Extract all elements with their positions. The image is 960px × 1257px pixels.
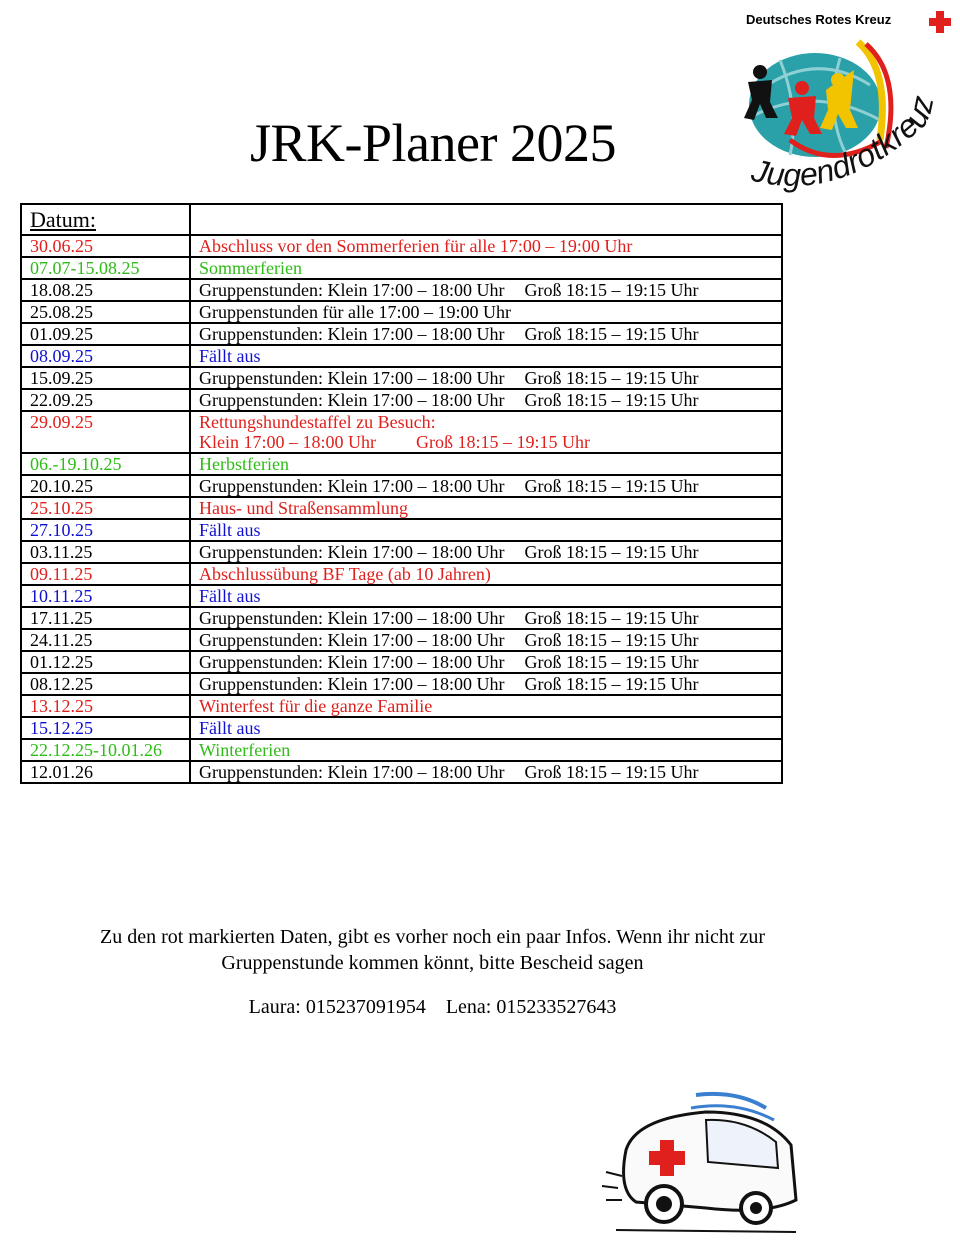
table-row: [21, 673, 782, 695]
event-text: Winterferien: [199, 740, 291, 760]
table-row: [21, 695, 782, 717]
event-text: Abschlussübung BF Tage (ab 10 Jahren): [199, 564, 491, 584]
event-cell: [190, 301, 782, 323]
event-cell: [190, 519, 782, 541]
date-cell: 01.09.25: [21, 323, 190, 345]
event-text: Sommerferien: [199, 258, 302, 278]
date-cell: 27.10.25: [21, 519, 190, 541]
event-klein: Gruppenstunden: Klein 17:00 – 18:00 Uhr: [199, 390, 505, 410]
info-line-1: Zu den rot markierten Daten, gibt es vorher noch ein paar Infos. Wenn ihr nicht zur: [99, 926, 766, 948]
event-klein: Gruppenstunden: Klein 17:00 – 18:00 Uhr: [199, 630, 505, 650]
event-cell: [190, 695, 782, 717]
date-cell: 20.10.25: [21, 475, 190, 497]
event-cell: [190, 651, 782, 673]
info-note: [20, 924, 845, 976]
event-text: Abschluss vor den Sommerferien für alle 17:00 – 19:00 Uhr: [199, 236, 633, 256]
event-cell: [190, 257, 782, 279]
event-text: Haus- und Straßensammlung: [199, 498, 408, 518]
table-row: [21, 651, 782, 673]
event-cell: [190, 717, 782, 739]
event-cell: [190, 607, 782, 629]
date-cell: 18.08.25: [21, 279, 190, 301]
event-gross: Groß 18:15 – 19:15 Uhr: [524, 652, 699, 672]
table-row: [21, 279, 782, 301]
event-gross: Groß 18:15 – 19:15 Uhr: [524, 542, 699, 562]
event-gross: Groß 18:15 – 19:15 Uhr: [524, 476, 699, 496]
header-date-label: Datum:: [30, 207, 96, 232]
event-text: Fällt aus: [199, 520, 261, 540]
event-gross: Groß 18:15 – 19:15 Uhr: [524, 368, 699, 388]
date-cell: 12.01.26: [21, 761, 190, 783]
event-cell: [190, 563, 782, 585]
event-gross: Groß 18:15 – 19:15 Uhr: [524, 608, 699, 628]
contact-line: [20, 994, 845, 1020]
date-cell: 25.08.25: [21, 301, 190, 323]
event-klein: Gruppenstunden: Klein 17:00 – 18:00 Uhr: [199, 324, 505, 344]
table-row: [21, 717, 782, 739]
logo-wordmark: Jugendrotkreuz: [748, 92, 941, 193]
event-text: Herbstferien: [199, 454, 289, 474]
date-cell: 03.11.25: [21, 541, 190, 563]
table-row: [21, 453, 782, 475]
event-gross: Groß 18:15 – 19:15 Uhr: [524, 674, 699, 694]
event-gross: Groß 18:15 – 19:15 Uhr: [524, 630, 699, 650]
event-cell: [190, 367, 782, 389]
event-klein: Gruppenstunden: Klein 17:00 – 18:00 Uhr: [199, 476, 505, 496]
date-cell: 10.11.25: [21, 585, 190, 607]
date-cell: 08.12.25: [21, 673, 190, 695]
contact-lena: Lena: 015233527643: [445, 996, 617, 1018]
event-text: Fällt aus: [199, 586, 261, 606]
table-row: [21, 541, 782, 563]
event-klein: Gruppenstunden: Klein 17:00 – 18:00 Uhr: [199, 652, 505, 672]
header-event-cell: [190, 204, 782, 235]
table-row: [21, 475, 782, 497]
table-row: [21, 761, 782, 783]
date-cell: 01.12.25: [21, 651, 190, 673]
event-klein: Gruppenstunden: Klein 17:00 – 18:00 Uhr: [199, 674, 505, 694]
event-klein: Gruppenstunden: Klein 17:00 – 18:00 Uhr: [199, 280, 505, 300]
event-cell: [190, 739, 782, 761]
date-cell: 25.10.25: [21, 497, 190, 519]
date-cell: 22.09.25: [21, 389, 190, 411]
date-cell: 08.09.25: [21, 345, 190, 367]
table-row: [21, 257, 782, 279]
event-text: Gruppenstunden für alle 17:00 – 19:00 Uhr: [199, 302, 511, 322]
event-gross: Groß 18:15 – 19:15 Uhr: [524, 280, 699, 300]
event-text: Winterfest für die ganze Familie: [199, 696, 433, 716]
event-cell: [190, 475, 782, 497]
event-gross: Groß 18:15 – 19:15 Uhr: [524, 324, 699, 344]
date-cell: 06.-19.10.25: [21, 453, 190, 475]
event-klein: Gruppenstunden: Klein 17:00 – 18:00 Uhr: [199, 542, 505, 562]
event-text: Rettungshundestaffel zu Besuch:: [199, 412, 436, 432]
contact-laura: Laura: 015237091954: [248, 996, 426, 1018]
event-cell: [190, 541, 782, 563]
brand-name: Deutsches Rotes Kreuz: [746, 12, 892, 27]
date-cell: 15.12.25: [21, 717, 190, 739]
date-cell: 15.09.25: [21, 367, 190, 389]
event-text: Fällt aus: [199, 718, 261, 738]
date-cell: 24.11.25: [21, 629, 190, 651]
page-title: JRK-Planer 2025: [250, 113, 616, 173]
event-gross: Groß 18:15 – 19:15 Uhr: [524, 762, 699, 782]
table-header-row: [21, 204, 782, 235]
event-gross: Groß 18:15 – 19:15 Uhr: [416, 432, 590, 452]
event-klein: Gruppenstunden: Klein 17:00 – 18:00 Uhr: [199, 368, 505, 388]
date-cell: 13.12.25: [21, 695, 190, 717]
event-cell: [190, 453, 782, 475]
table-row: [21, 519, 782, 541]
table-row: [21, 607, 782, 629]
table-row: [21, 739, 782, 761]
jugendrotkreuz-logo: [740, 30, 960, 205]
table-row: [21, 323, 782, 345]
info-line-2: Gruppenstunde kommen könnt, bitte Bescheid sagen: [221, 952, 644, 974]
planner-table: [20, 203, 783, 784]
table-row: [21, 497, 782, 519]
event-klein: Klein 17:00 – 18:00 Uhr: [199, 432, 376, 452]
event-line-2: [199, 432, 773, 452]
table-row: [21, 301, 782, 323]
event-klein: Gruppenstunden: Klein 17:00 – 18:00 Uhr: [199, 762, 505, 782]
table-row: [21, 345, 782, 367]
event-cell: [190, 279, 782, 301]
table-row: [21, 411, 782, 453]
date-cell: 22.12.25-10.01.26: [21, 739, 190, 761]
table-row: [21, 585, 782, 607]
event-text: Fällt aus: [199, 346, 261, 366]
date-cell: 30.06.25: [21, 235, 190, 257]
table-row: [21, 389, 782, 411]
event-cell: [190, 235, 782, 257]
event-klein: Gruppenstunden: Klein 17:00 – 18:00 Uhr: [199, 608, 505, 628]
event-gross: Groß 18:15 – 19:15 Uhr: [524, 390, 699, 410]
event-cell: [190, 673, 782, 695]
event-cell: [190, 629, 782, 651]
event-cell: [190, 345, 782, 367]
event-cell: [190, 585, 782, 607]
event-cell: [190, 411, 782, 453]
table-row: [21, 235, 782, 257]
date-cell: 07.07-15.08.25: [21, 257, 190, 279]
date-cell: 09.11.25: [21, 563, 190, 585]
table-row: [21, 629, 782, 651]
date-cell: 17.11.25: [21, 607, 190, 629]
table-row: [21, 563, 782, 585]
header-date-cell: [21, 204, 190, 235]
event-cell: [190, 389, 782, 411]
table-row: [21, 367, 782, 389]
event-cell: [190, 761, 782, 783]
ambulance-illustration: [596, 1090, 811, 1240]
event-cell: [190, 497, 782, 519]
event-cell: [190, 323, 782, 345]
date-cell: 29.09.25: [21, 411, 190, 453]
